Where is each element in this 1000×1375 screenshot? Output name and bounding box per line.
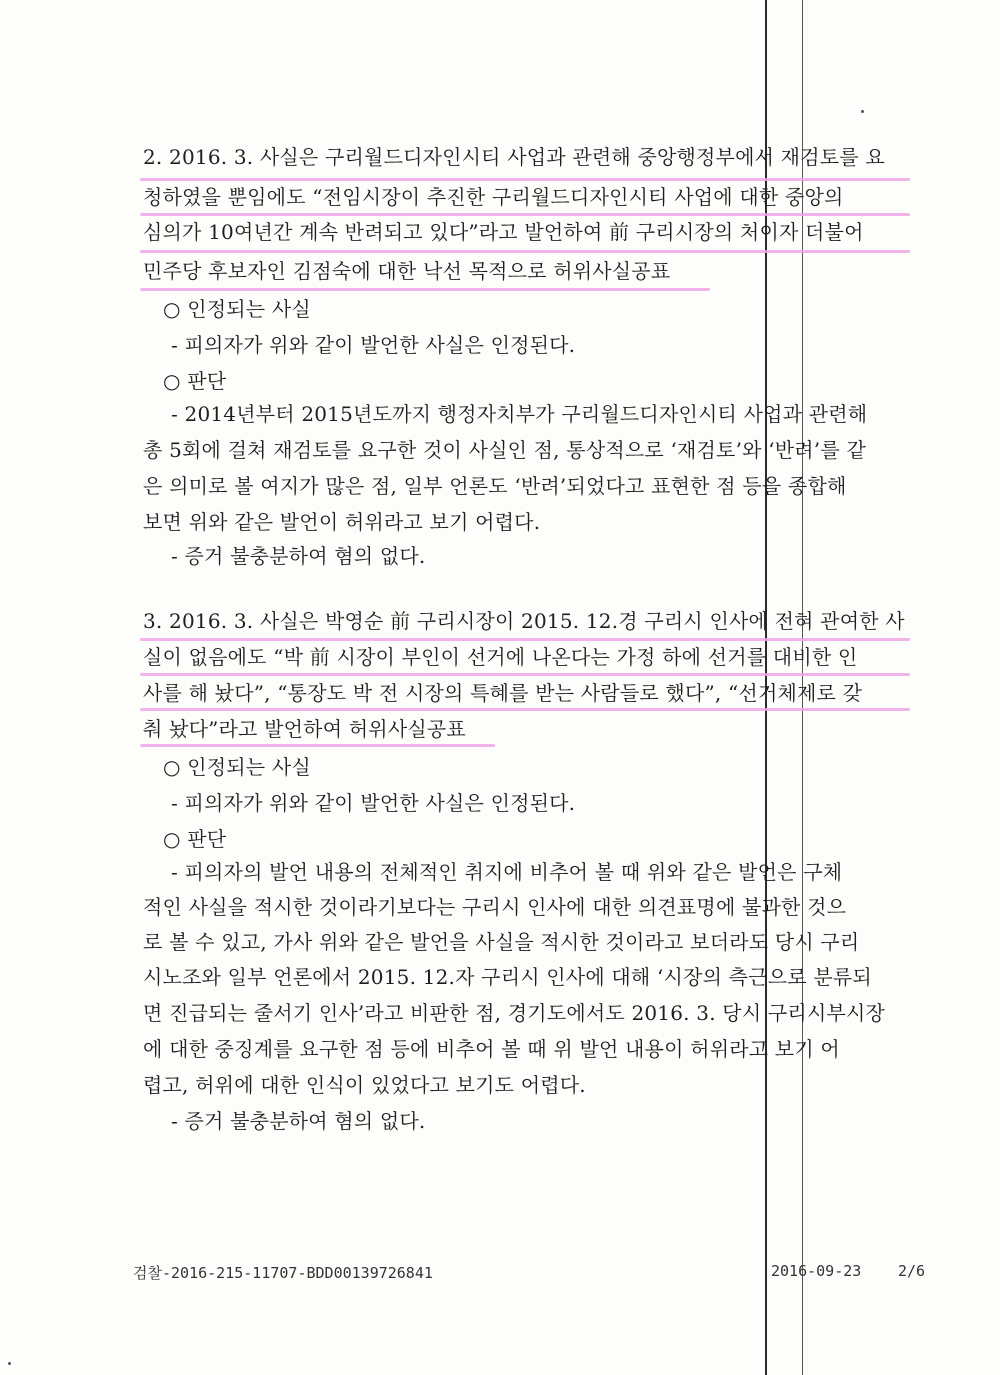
scan-speck [861, 110, 864, 113]
section3-line-3: 사를 해 놨다”, “통장도 박 전 시장의 특혜를 받는 사람들로 했다”, “선거체제로 갖 [143, 681, 863, 705]
section3-line-2: 실이 없음에도 “박 前 시장이 부인이 선거에 나온다는 가정 하에 선거를 대비한 인 [143, 645, 858, 669]
page-number: 2/6 [898, 1262, 926, 1280]
judgment-heading: ○ 판단 [163, 369, 227, 393]
judgment-line-1: - 피의자의 발언 내용의 전체적인 취지에 비추어 볼 때 위와 같은 발언은 구체 [171, 860, 843, 884]
judgment-line-3: 은 의미로 볼 여지가 많은 점, 일부 언론도 ‘반려’되었다고 표현한 점 등을 종합해 [143, 474, 847, 498]
section2-line-1: 2. 2016. 3. 사실은 구리월드디자인시티 사업과 관련해 중앙행정부에서 재검토를 요 [143, 145, 885, 169]
judgment-line-7: 렵고, 허위에 대한 인식이 있었다고 보기도 어렵다. [143, 1073, 586, 1097]
recognized-text: - 피의자가 위와 같이 발언한 사실은 인정된다. [171, 333, 576, 357]
scan-speck [8, 1362, 11, 1365]
recognized-heading: ○ 인정되는 사실 [163, 755, 311, 779]
highlight-underline [140, 288, 710, 291]
judgment-line-4: 시노조와 일부 언론에서 2015. 12.자 구리시 인사에 대해 ‘시장의 측근으로 분류되 [143, 965, 872, 989]
judgment-line-1: - 2014년부터 2015년도까지 행정자치부가 구리월드디자인시티 사업과 관련해 [171, 402, 868, 426]
section2-line-2: 청하였을 뿐임에도 “전임시장이 추진한 구리월드디자인시티 사업에 대한 중앙의 [143, 185, 844, 209]
section2-line-4: 민주당 후보자인 김점숙에 대한 낙선 목적으로 허위사실공표 [143, 259, 671, 283]
section3-line-4: 춰 놨다”라고 발언하여 허위사실공표 [143, 717, 466, 741]
judgment-line-4: 보면 위와 같은 발언이 허위라고 보기 어렵다. [143, 510, 541, 534]
conclusion: - 증거 불충분하여 혐의 없다. [171, 1109, 426, 1133]
document-date: 2016-09-23 [771, 1262, 862, 1280]
section3-line-1: 3. 2016. 3. 사실은 박영순 前 구리시장이 2015. 12.경 구리시 인사에 전혀 관여한 사 [143, 609, 905, 633]
judgment-line-5: 면 진급되는 줄서기 인사’라고 비판한 점, 경기도에서도 2016. 3. 당시 구리시부시장 [143, 1001, 886, 1025]
document-number: 검찰-2016-215-11707-BDD00139726841 [133, 1264, 433, 1282]
highlight-underline [140, 250, 910, 253]
conclusion: - 증거 불충분하여 혐의 없다. [171, 544, 426, 568]
judgment-line-6: 에 대한 중징계를 요구한 점 등에 비추어 볼 때 위 발언 내용이 허위라고 보기 어 [143, 1037, 840, 1061]
highlight-underline [140, 708, 910, 711]
recognized-heading: ○ 인정되는 사실 [163, 297, 311, 321]
judgment-line-2: 총 5회에 걸쳐 재검토를 요구한 것이 사실인 점, 통상적으로 ‘재검토’와 ‘반려’를 같 [143, 438, 866, 462]
recognized-text: - 피의자가 위와 같이 발언한 사실은 인정된다. [171, 791, 576, 815]
judgment-line-3: 로 볼 수 있고, 가사 위와 같은 발언을 사실을 적시한 것이라고 보더라도 당시 구리 [143, 930, 860, 954]
judgment-line-2: 적인 사실을 적시한 것이라기보다는 구리시 인사에 대한 의견표명에 불과한 것으 [143, 895, 847, 919]
section2-line-3: 심의가 10여년간 계속 반려되고 있다”라고 발언하여 前 구리시장의 처이자 더불어 [143, 220, 864, 244]
highlight-underline [140, 744, 495, 747]
judgment-heading: ○ 판단 [163, 827, 227, 851]
